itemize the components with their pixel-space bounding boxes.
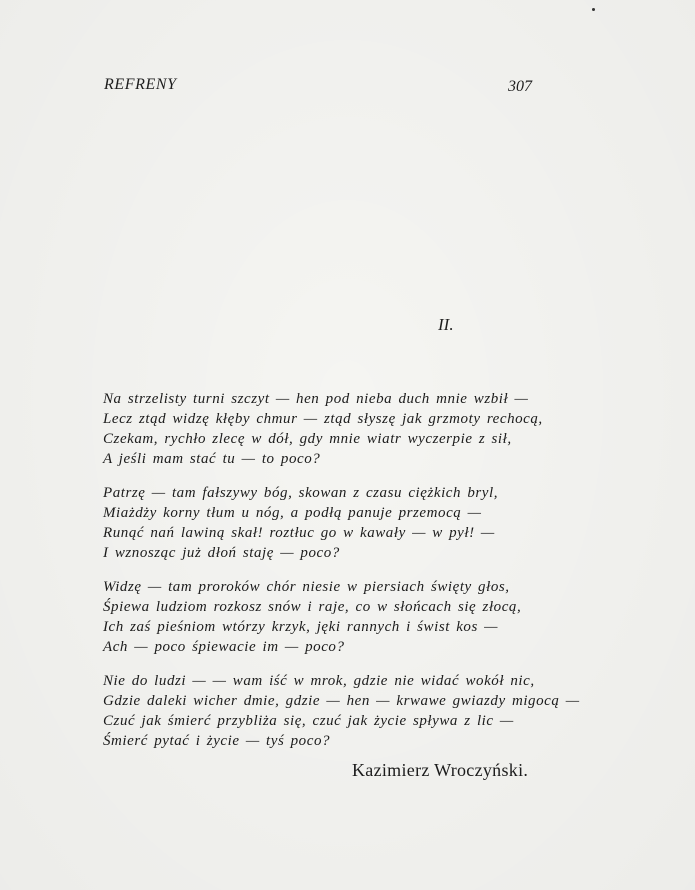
poem-line: I wznosząc już dłoń staję — poco? bbox=[103, 545, 340, 561]
poem-line: Runąć nań lawiną skał! roztłuc go w kawały — w pył! — bbox=[103, 525, 495, 541]
poem-line: Patrzę — tam fałszywy bóg, skowan z czasu ciężkich bryl, bbox=[103, 485, 499, 501]
poem-line: Śpiewa ludziom rozkosz snów i raje, co w słońcach się złocą, bbox=[103, 599, 522, 615]
stanza-2 bbox=[103, 483, 623, 563]
poem-line: Czekam, rychło zlecę w dół, gdy mnie wiatr wyczerpie z sił, bbox=[103, 431, 512, 447]
running-title: REFRENY bbox=[104, 76, 177, 93]
poem-line: Na strzelisty turni szczyt — hen pod nieba duch mnie wzbił — bbox=[103, 391, 529, 407]
poem-line: Ach — poco śpiewacie im — poco? bbox=[103, 639, 345, 655]
print-speck bbox=[592, 8, 595, 11]
poem-line: Czuć jak śmierć przybliża się, czuć jak życie spływa z lic — bbox=[103, 713, 514, 729]
poem-line: Ich zaś pieśniom wtórzy krzyk, jęki rannych i świst kos — bbox=[103, 619, 499, 635]
author-signature: Kazimierz Wroczyński. bbox=[352, 760, 529, 780]
poem-line: Lecz ztąd widzę kłęby chmur — ztąd słyszę jak grzmoty rechocą, bbox=[103, 411, 543, 427]
poem-line: Miażdży korny tłum u nóg, a podłą panuje przemocą — bbox=[103, 505, 482, 521]
poem-line: Nie do ludzi — — wam iść w mrok, gdzie nie widać wokół nic, bbox=[103, 673, 535, 689]
stanza-4 bbox=[103, 671, 623, 751]
poem-line: A jeśli mam stać tu — to poco? bbox=[103, 451, 321, 467]
poem bbox=[103, 389, 623, 765]
stanza-3 bbox=[103, 577, 623, 657]
page-number: 307 bbox=[508, 78, 532, 95]
poem-line: Gdzie daleki wicher dmie, gdzie — hen — krwawe gwiazdy migocą — bbox=[103, 693, 580, 709]
section-numeral: II. bbox=[438, 315, 454, 334]
stanza-1 bbox=[103, 389, 623, 469]
poem-line: Widzę — tam proroków chór niesie w piersiach święty głos, bbox=[103, 579, 510, 595]
poem-line: Śmierć pytać i życie — tyś poco? bbox=[103, 733, 331, 749]
